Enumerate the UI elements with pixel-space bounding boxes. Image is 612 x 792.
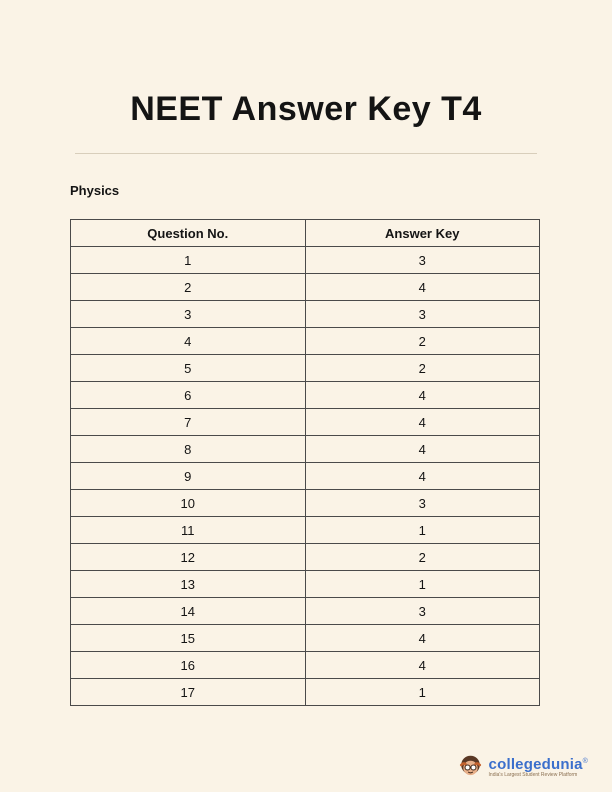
question-number-cell: 7 <box>71 409 306 436</box>
answer-key-cell: 4 <box>305 382 540 409</box>
table-row <box>71 409 540 436</box>
answer-key-cell: 4 <box>305 274 540 301</box>
question-number-cell: 15 <box>71 625 306 652</box>
table-row <box>71 571 540 598</box>
question-number-cell: 2 <box>71 274 306 301</box>
answer-key-cell: 1 <box>305 571 540 598</box>
table-row <box>71 301 540 328</box>
table-row <box>71 544 540 571</box>
answer-key-cell: 1 <box>305 679 540 706</box>
table-row <box>71 625 540 652</box>
question-number-cell: 3 <box>71 301 306 328</box>
answer-key-cell: 3 <box>305 490 540 517</box>
question-number-cell: 13 <box>71 571 306 598</box>
answer-key-cell: 3 <box>305 301 540 328</box>
table-row <box>71 490 540 517</box>
table-row <box>71 274 540 301</box>
answer-key-cell: 3 <box>305 598 540 625</box>
answer-key-cell: 2 <box>305 328 540 355</box>
answer-key-cell: 1 <box>305 517 540 544</box>
question-number-cell: 12 <box>71 544 306 571</box>
section-heading-physics: Physics <box>70 183 120 198</box>
page-title: NEET Answer Key T4 <box>130 90 482 128</box>
table-header-row <box>71 220 540 247</box>
brand-name <box>489 757 588 773</box>
table-row <box>71 436 540 463</box>
question-number-cell: 9 <box>71 463 306 490</box>
question-number-cell: 14 <box>71 598 306 625</box>
table-row <box>71 355 540 382</box>
question-number-cell: 1 <box>71 247 306 274</box>
answer-key-cell: 4 <box>305 436 540 463</box>
question-number-cell: 11 <box>71 517 306 544</box>
brand-text-block <box>489 757 588 779</box>
answer-key-cell: 4 <box>305 625 540 652</box>
question-number-cell: 4 <box>71 328 306 355</box>
answer-key-cell: 4 <box>305 652 540 679</box>
table-row <box>71 328 540 355</box>
footer-logo <box>457 754 588 781</box>
table-row <box>71 463 540 490</box>
question-number-cell: 10 <box>71 490 306 517</box>
question-column-header: Question No. <box>71 220 306 247</box>
question-number-cell: 17 <box>71 679 306 706</box>
answer-column-header: Answer Key <box>305 220 540 247</box>
question-number-cell: 16 <box>71 652 306 679</box>
answer-key-cell: 4 <box>305 409 540 436</box>
table-row <box>71 247 540 274</box>
answer-key-table <box>70 219 540 706</box>
title-divider <box>75 153 537 154</box>
question-number-cell: 5 <box>71 355 306 382</box>
table-row <box>71 382 540 409</box>
table-row <box>71 598 540 625</box>
question-number-cell: 8 <box>71 436 306 463</box>
answer-table-body <box>71 247 540 706</box>
table-row <box>71 679 540 706</box>
answer-key-cell: 2 <box>305 355 540 382</box>
answer-key-cell: 2 <box>305 544 540 571</box>
table-row <box>71 652 540 679</box>
registered-trademark-mark: ® <box>582 757 588 765</box>
brand-tagline: India's Largest Student Review Platform <box>488 772 578 779</box>
answer-key-cell: 3 <box>305 247 540 274</box>
table-row <box>71 517 540 544</box>
brand-name-text: collegedunia <box>488 755 583 773</box>
collegedunia-mascot-icon <box>457 754 484 781</box>
question-number-cell: 6 <box>71 382 306 409</box>
answer-key-cell: 4 <box>305 463 540 490</box>
